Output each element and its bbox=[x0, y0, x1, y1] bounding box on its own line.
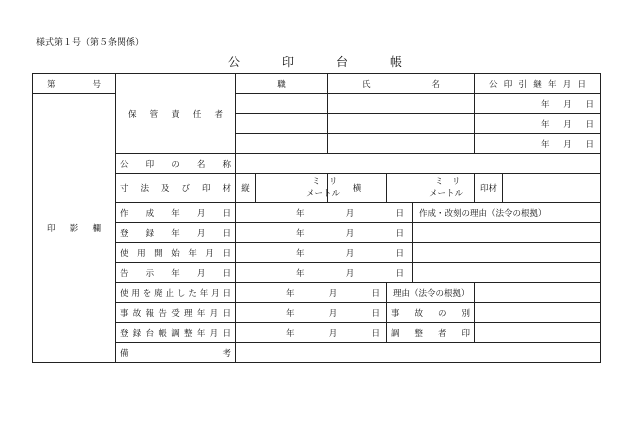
seal-name-label: 公印の名称 bbox=[116, 154, 236, 174]
col-name-text: 名 bbox=[431, 79, 441, 90]
reason-create-field[interactable]: 作成・改刻の理由（法令の根拠） bbox=[413, 203, 601, 223]
handover-date-cell[interactable]: 年 月 日 bbox=[475, 94, 601, 114]
dimensions-label: 寸法及び印材 bbox=[116, 174, 236, 203]
use-start-date-label: 使用開始年月日 bbox=[116, 243, 236, 263]
name-cell[interactable] bbox=[328, 114, 475, 134]
horizontal-field[interactable]: ミ リ メートル bbox=[387, 174, 475, 203]
created-date-field[interactable]: 年 月 日 bbox=[236, 203, 413, 223]
adjuster-seal-label: 調整者印 bbox=[387, 323, 475, 343]
handover-date-cell[interactable]: 年 月 日 bbox=[475, 134, 601, 154]
use-start-extra-field[interactable] bbox=[413, 243, 601, 263]
vertical-field[interactable]: ミ リ メートル bbox=[256, 174, 328, 203]
title-char: 帳 bbox=[390, 55, 403, 69]
material-label: 印材 bbox=[475, 174, 503, 203]
col-name-header bbox=[328, 74, 475, 94]
position-cell[interactable] bbox=[236, 94, 328, 114]
material-field[interactable] bbox=[503, 174, 601, 203]
seal-name-field[interactable] bbox=[236, 154, 601, 174]
form-number-note: 様式第１号（第５条関係） bbox=[36, 38, 145, 48]
remarks-label: 備考 bbox=[116, 343, 236, 363]
col-handover-header: 公印引継年月日 bbox=[475, 74, 601, 94]
number-label: 第 号 bbox=[33, 74, 116, 94]
reason-law-field[interactable] bbox=[475, 283, 601, 303]
created-date-label: 作成年月日 bbox=[116, 203, 236, 223]
abolished-date-field[interactable]: 年 月 日 bbox=[236, 283, 387, 303]
position-cell[interactable] bbox=[236, 114, 328, 134]
register-adjust-date-field[interactable]: 年 月 日 bbox=[236, 323, 387, 343]
registered-extra-field[interactable] bbox=[413, 223, 601, 243]
title-char: 印 bbox=[281, 55, 294, 69]
reason-law-label: 理由（法令の根拠） bbox=[387, 283, 475, 303]
handover-date-cell[interactable]: 年 月 日 bbox=[475, 114, 601, 134]
registered-date-field[interactable]: 年 月 日 bbox=[236, 223, 413, 243]
position-cell[interactable] bbox=[236, 134, 328, 154]
page-title bbox=[0, 53, 630, 70]
notice-date-label: 告示年月日 bbox=[116, 263, 236, 283]
remarks-field[interactable] bbox=[236, 343, 601, 363]
seal-impression-label: 印 影 欄 bbox=[33, 94, 116, 363]
abolished-date-label: 使用を廃止した年月日 bbox=[116, 283, 236, 303]
accident-type-label: 事故の別 bbox=[387, 303, 475, 323]
vertical-label: 縦 bbox=[236, 174, 256, 203]
seal-register-table bbox=[32, 73, 601, 363]
accident-type-field[interactable] bbox=[475, 303, 601, 323]
accident-report-date-field[interactable]: 年 月 日 bbox=[236, 303, 387, 323]
name-cell[interactable] bbox=[328, 134, 475, 154]
title-char: 台 bbox=[336, 55, 349, 69]
register-adjust-date-label: 登録台帳調整年月日 bbox=[116, 323, 236, 343]
custodian-label: 保管責任者 bbox=[116, 74, 236, 154]
adjuster-seal-field[interactable] bbox=[475, 323, 601, 343]
notice-date-field[interactable]: 年 月 日 bbox=[236, 263, 413, 283]
title-char: 公 bbox=[227, 55, 240, 69]
use-start-date-field[interactable]: 年 月 日 bbox=[236, 243, 413, 263]
name-cell[interactable] bbox=[328, 94, 475, 114]
accident-report-date-label: 事故報告受理年月日 bbox=[116, 303, 236, 323]
registered-date-label: 登録年月日 bbox=[116, 223, 236, 243]
notice-extra-field[interactable] bbox=[413, 263, 601, 283]
col-position-header: 職 bbox=[236, 74, 328, 94]
col-surname-text: 氏 bbox=[362, 79, 371, 90]
horizontal-label: 横 bbox=[328, 174, 387, 203]
